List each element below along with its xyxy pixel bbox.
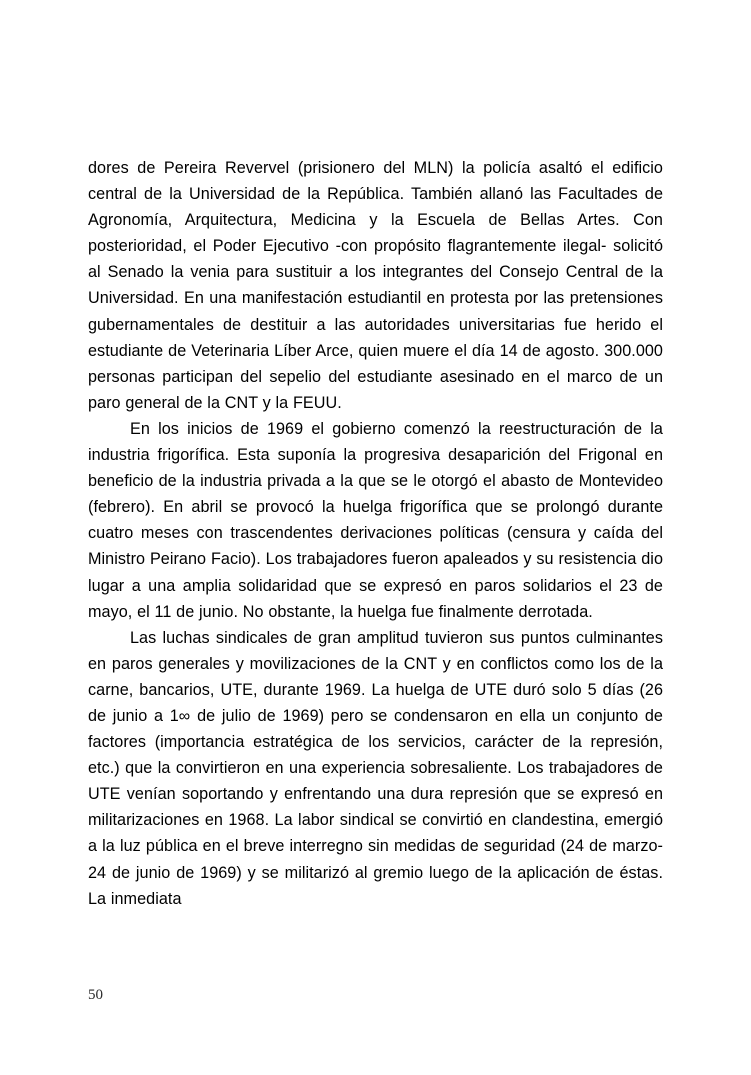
page-number: 50 bbox=[88, 987, 103, 1003]
body-text-column bbox=[88, 155, 663, 912]
paragraph-3: Las luchas sindicales de gran amplitud tuvieron sus puntos culminantes en paros generales y movilizaciones de la CNT y en conflictos como los de la carne, bancarios, UTE, durante 1969. La huelga de UTE duró solo 5 días (26 de junio a 1∞ de julio de 1969) pero se condensaron en ella un conjunto de factores (importancia estratégica de los servicios, carácter de la represión, etc.) que la convirtieron en una experiencia sobresaliente. Los trabajadores de UTE venían soportando y enfrentando una dura represión que se expresó en militarizaciones en 1968. La labor sindical se convirtió en clandestina, emergió a la luz pública en el breve interregno sin medidas de seguridad (24 de marzo-24 de junio de 1969) y se militarizó al gremio luego de la aplicación de éstas. La inmediata bbox=[88, 628, 663, 908]
paragraph-2: En los inicios de 1969 el gobierno comenzó la reestructuración de la industria frigorífica. Esta suponía la progresiva desaparición del Frigonal en beneficio de la industria privada a la que se le otorgó el abasto de Montevideo (febrero). En abril se provocó la huelga frigorífica que se prolongó durante cuatro meses con trascendentes derivaciones políticas (censura y caída del Ministro Peirano Facio). Los trabajadores fueron apaleados y su resistencia dio lugar a una amplia solidaridad que se expresó en paros solidarios el 23 de mayo, el 11 de junio. No obstante, la huelga fue finalmente derrotada. bbox=[88, 419, 663, 621]
paragraph-1: dores de Pereira Revervel (prisionero del MLN) la policía asaltó el edificio central de la Universidad de la República. También allanó las Facultades de Agronomía, Arquitectura, Medicina y la Escuela de Bellas Artes. Con posterioridad, el Poder Ejecutivo -con propósito flagrantemente ilegal- solicitó al Senado la venia para sustituir a los integrantes del Consejo Central de la Universidad. En una manifestación estudiantil en protesta por las pretensiones gubernamentales de destituir a las autoridades universitarias fue herido el estudiante de Veterinaria Líber Arce, quien muere el día 14 de agosto. 300.000 personas participan del sepelio del estudiante asesinado en el marco de un paro general de la CNT y la FEUU. bbox=[88, 159, 663, 412]
